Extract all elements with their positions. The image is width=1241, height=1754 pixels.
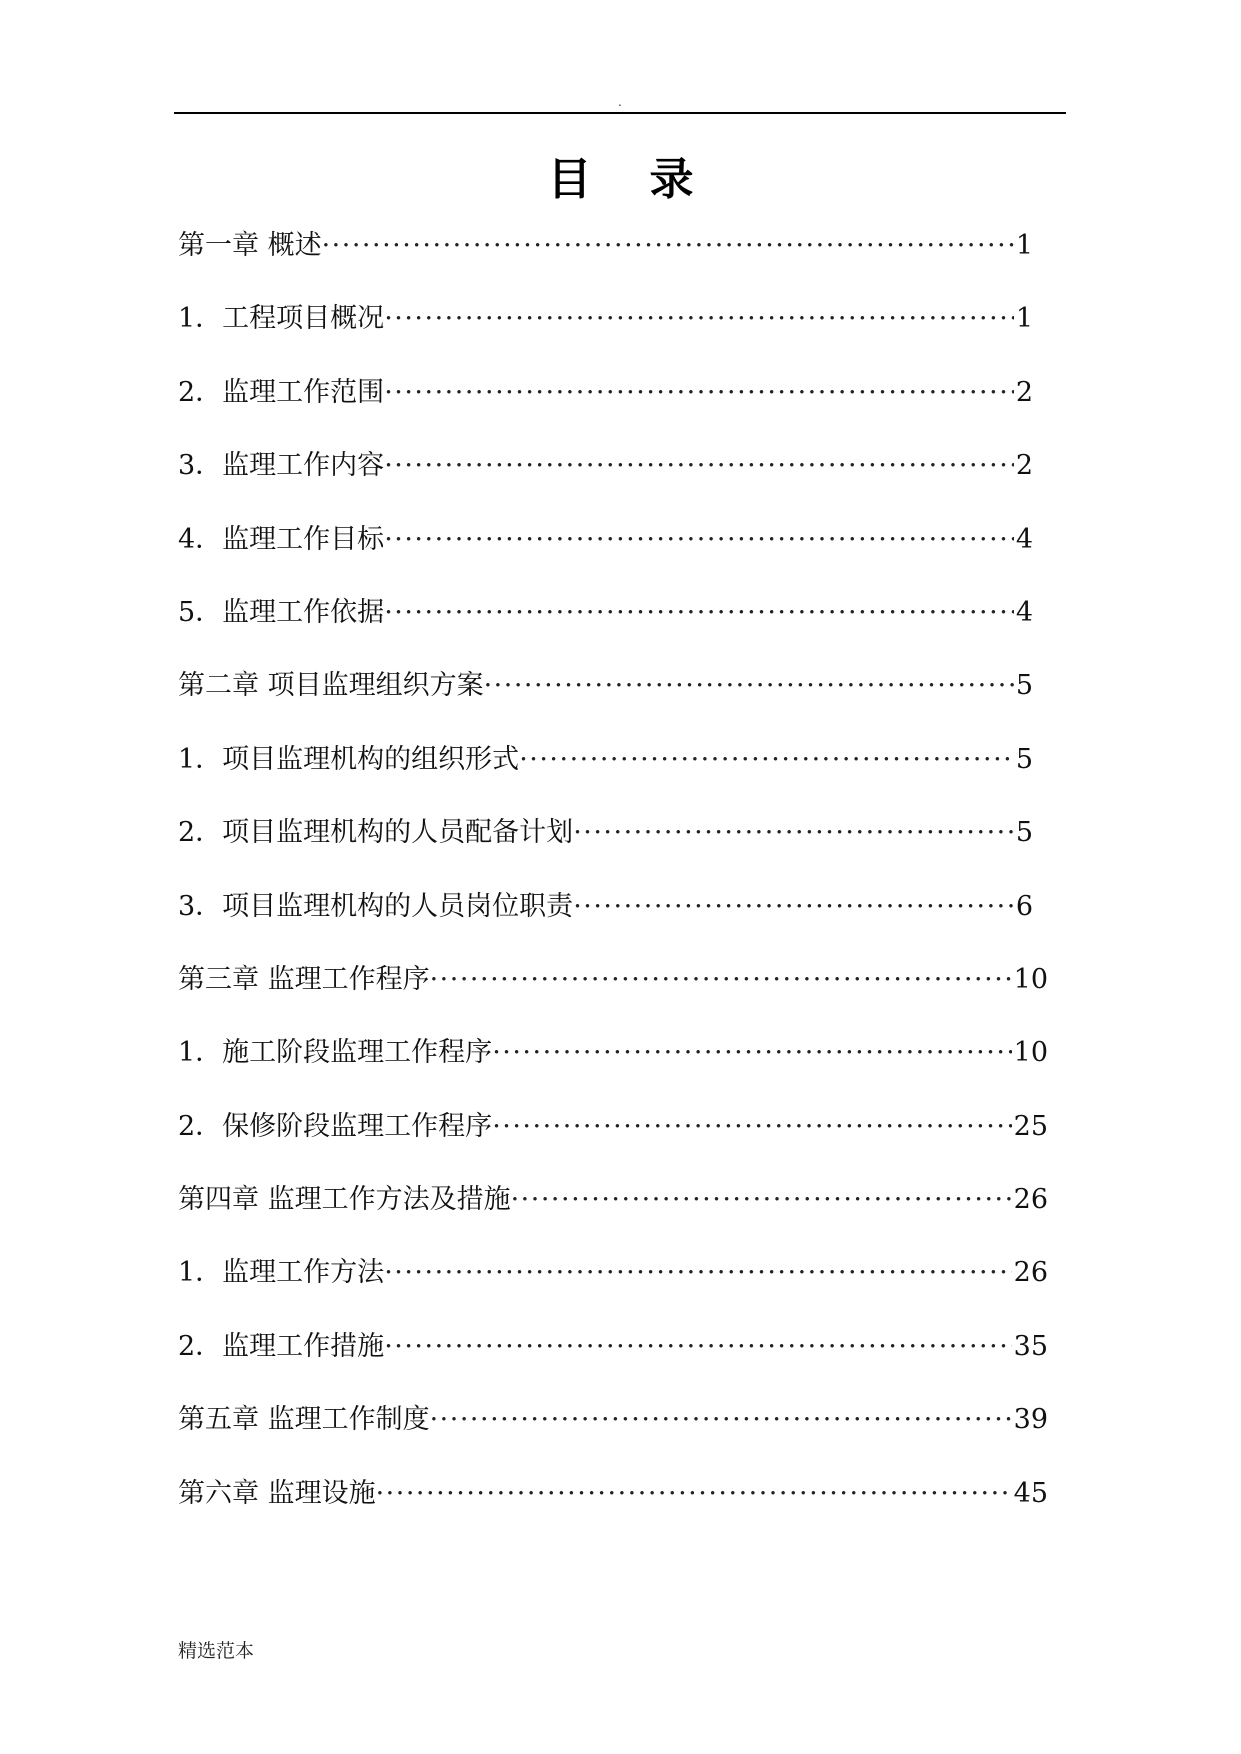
toc-entry[interactable] [178, 1107, 1048, 1180]
toc-entry-page: 4 [1015, 523, 1033, 555]
toc-entry[interactable] [178, 446, 1048, 519]
toc-entry[interactable] [178, 299, 1048, 372]
toc-dot-leader [384, 1253, 1011, 1293]
toc-entry-page: 2 [1015, 376, 1033, 408]
toc-entry-page: 5 [1015, 743, 1033, 775]
toc-entry-page: 35 [1013, 1330, 1048, 1362]
footer-text: 精选范本 [178, 1640, 255, 1662]
header-rule [174, 112, 1066, 114]
toc-entry-page: 10 [1013, 1037, 1048, 1069]
toc-dot-leader [384, 1327, 1011, 1367]
toc-entry[interactable] [178, 887, 1048, 960]
toc-dot-leader [384, 446, 1014, 486]
toc-entry-page: 45 [1013, 1477, 1048, 1509]
toc-entry[interactable] [178, 520, 1048, 593]
toc-entry-page: 25 [1013, 1110, 1048, 1142]
toc-entry-page: 10 [1013, 963, 1048, 995]
toc-entry-label: 2．项目监理机构的人员配备计划 [178, 817, 574, 849]
toc-dot-leader [384, 373, 1014, 413]
toc-dot-leader [573, 813, 1014, 853]
toc-entry-page: 1 [1015, 230, 1033, 261]
toc-entry-page: 1 [1015, 303, 1033, 335]
toc-entry-label: 1．工程项目概况 [178, 303, 385, 335]
toc-dot-leader [430, 1400, 1012, 1440]
toc-title: 目录 [547, 154, 752, 205]
toc-entry-label: 4．监理工作目标 [178, 523, 385, 555]
toc-entry[interactable] [178, 226, 1048, 299]
toc-entry-label: 3．项目监理机构的人员岗位职责 [178, 890, 574, 922]
toc-dot-leader [430, 960, 1012, 1000]
toc-entry-page: 6 [1015, 890, 1033, 922]
toc-dot-leader [492, 1033, 1011, 1073]
toc-entry-page: 5 [1015, 817, 1033, 849]
table-of-contents [178, 226, 1048, 1547]
toc-dot-leader [322, 226, 1014, 266]
toc-entry-label: 2．监理工作范围 [178, 376, 385, 408]
toc-dot-leader [376, 1474, 1012, 1514]
toc-entry-label: 2．保修阶段监理工作程序 [178, 1110, 493, 1142]
toc-entry-label: 1．监理工作方法 [178, 1257, 385, 1289]
toc-entry-label: 第五章 监理工作制度 [178, 1404, 430, 1436]
header-marker: . [618, 95, 622, 109]
toc-dot-leader [492, 1107, 1011, 1147]
toc-dot-leader [573, 887, 1014, 927]
toc-entry-label: 第六章 监理设施 [178, 1477, 376, 1509]
toc-entry-page: 2 [1015, 450, 1033, 482]
toc-entry[interactable] [178, 1400, 1048, 1473]
toc-dot-leader [511, 1180, 1012, 1220]
toc-entry[interactable] [178, 813, 1048, 886]
toc-entry[interactable] [178, 1327, 1048, 1400]
toc-entry-label: 第一章 概述 [178, 230, 322, 261]
toc-entry[interactable] [178, 666, 1048, 739]
toc-entry[interactable] [178, 373, 1048, 446]
toc-dot-leader [384, 520, 1014, 560]
toc-dot-leader [384, 593, 1014, 633]
toc-entry-label: 1．施工阶段监理工作程序 [178, 1037, 493, 1069]
toc-entry-page: 26 [1013, 1184, 1048, 1216]
toc-entry-page: 5 [1015, 670, 1033, 702]
toc-entry[interactable] [178, 1253, 1048, 1326]
toc-entry[interactable] [178, 593, 1048, 666]
toc-entry-label: 第二章 项目监理组织方案 [178, 670, 484, 702]
toc-entry-page: 4 [1015, 596, 1033, 628]
toc-entry[interactable] [178, 1474, 1048, 1547]
toc-dot-leader [519, 740, 1014, 780]
toc-entry[interactable] [178, 1033, 1048, 1106]
toc-entry-label: 3．监理工作内容 [178, 450, 385, 482]
toc-entry-label: 2．监理工作措施 [178, 1330, 385, 1362]
toc-dot-leader [384, 299, 1014, 339]
toc-entry[interactable] [178, 960, 1048, 1033]
toc-entry[interactable] [178, 740, 1048, 813]
toc-entry-page: 26 [1013, 1257, 1048, 1289]
toc-entry-label: 1．项目监理机构的组织形式 [178, 743, 520, 775]
toc-entry-page: 39 [1013, 1404, 1048, 1436]
toc-entry-label: 第四章 监理工作方法及措施 [178, 1184, 511, 1216]
toc-entry[interactable] [178, 1180, 1048, 1253]
toc-entry-label: 第三章 监理工作程序 [178, 963, 430, 995]
toc-dot-leader [484, 666, 1014, 706]
toc-entry-label: 5．监理工作依据 [178, 596, 385, 628]
